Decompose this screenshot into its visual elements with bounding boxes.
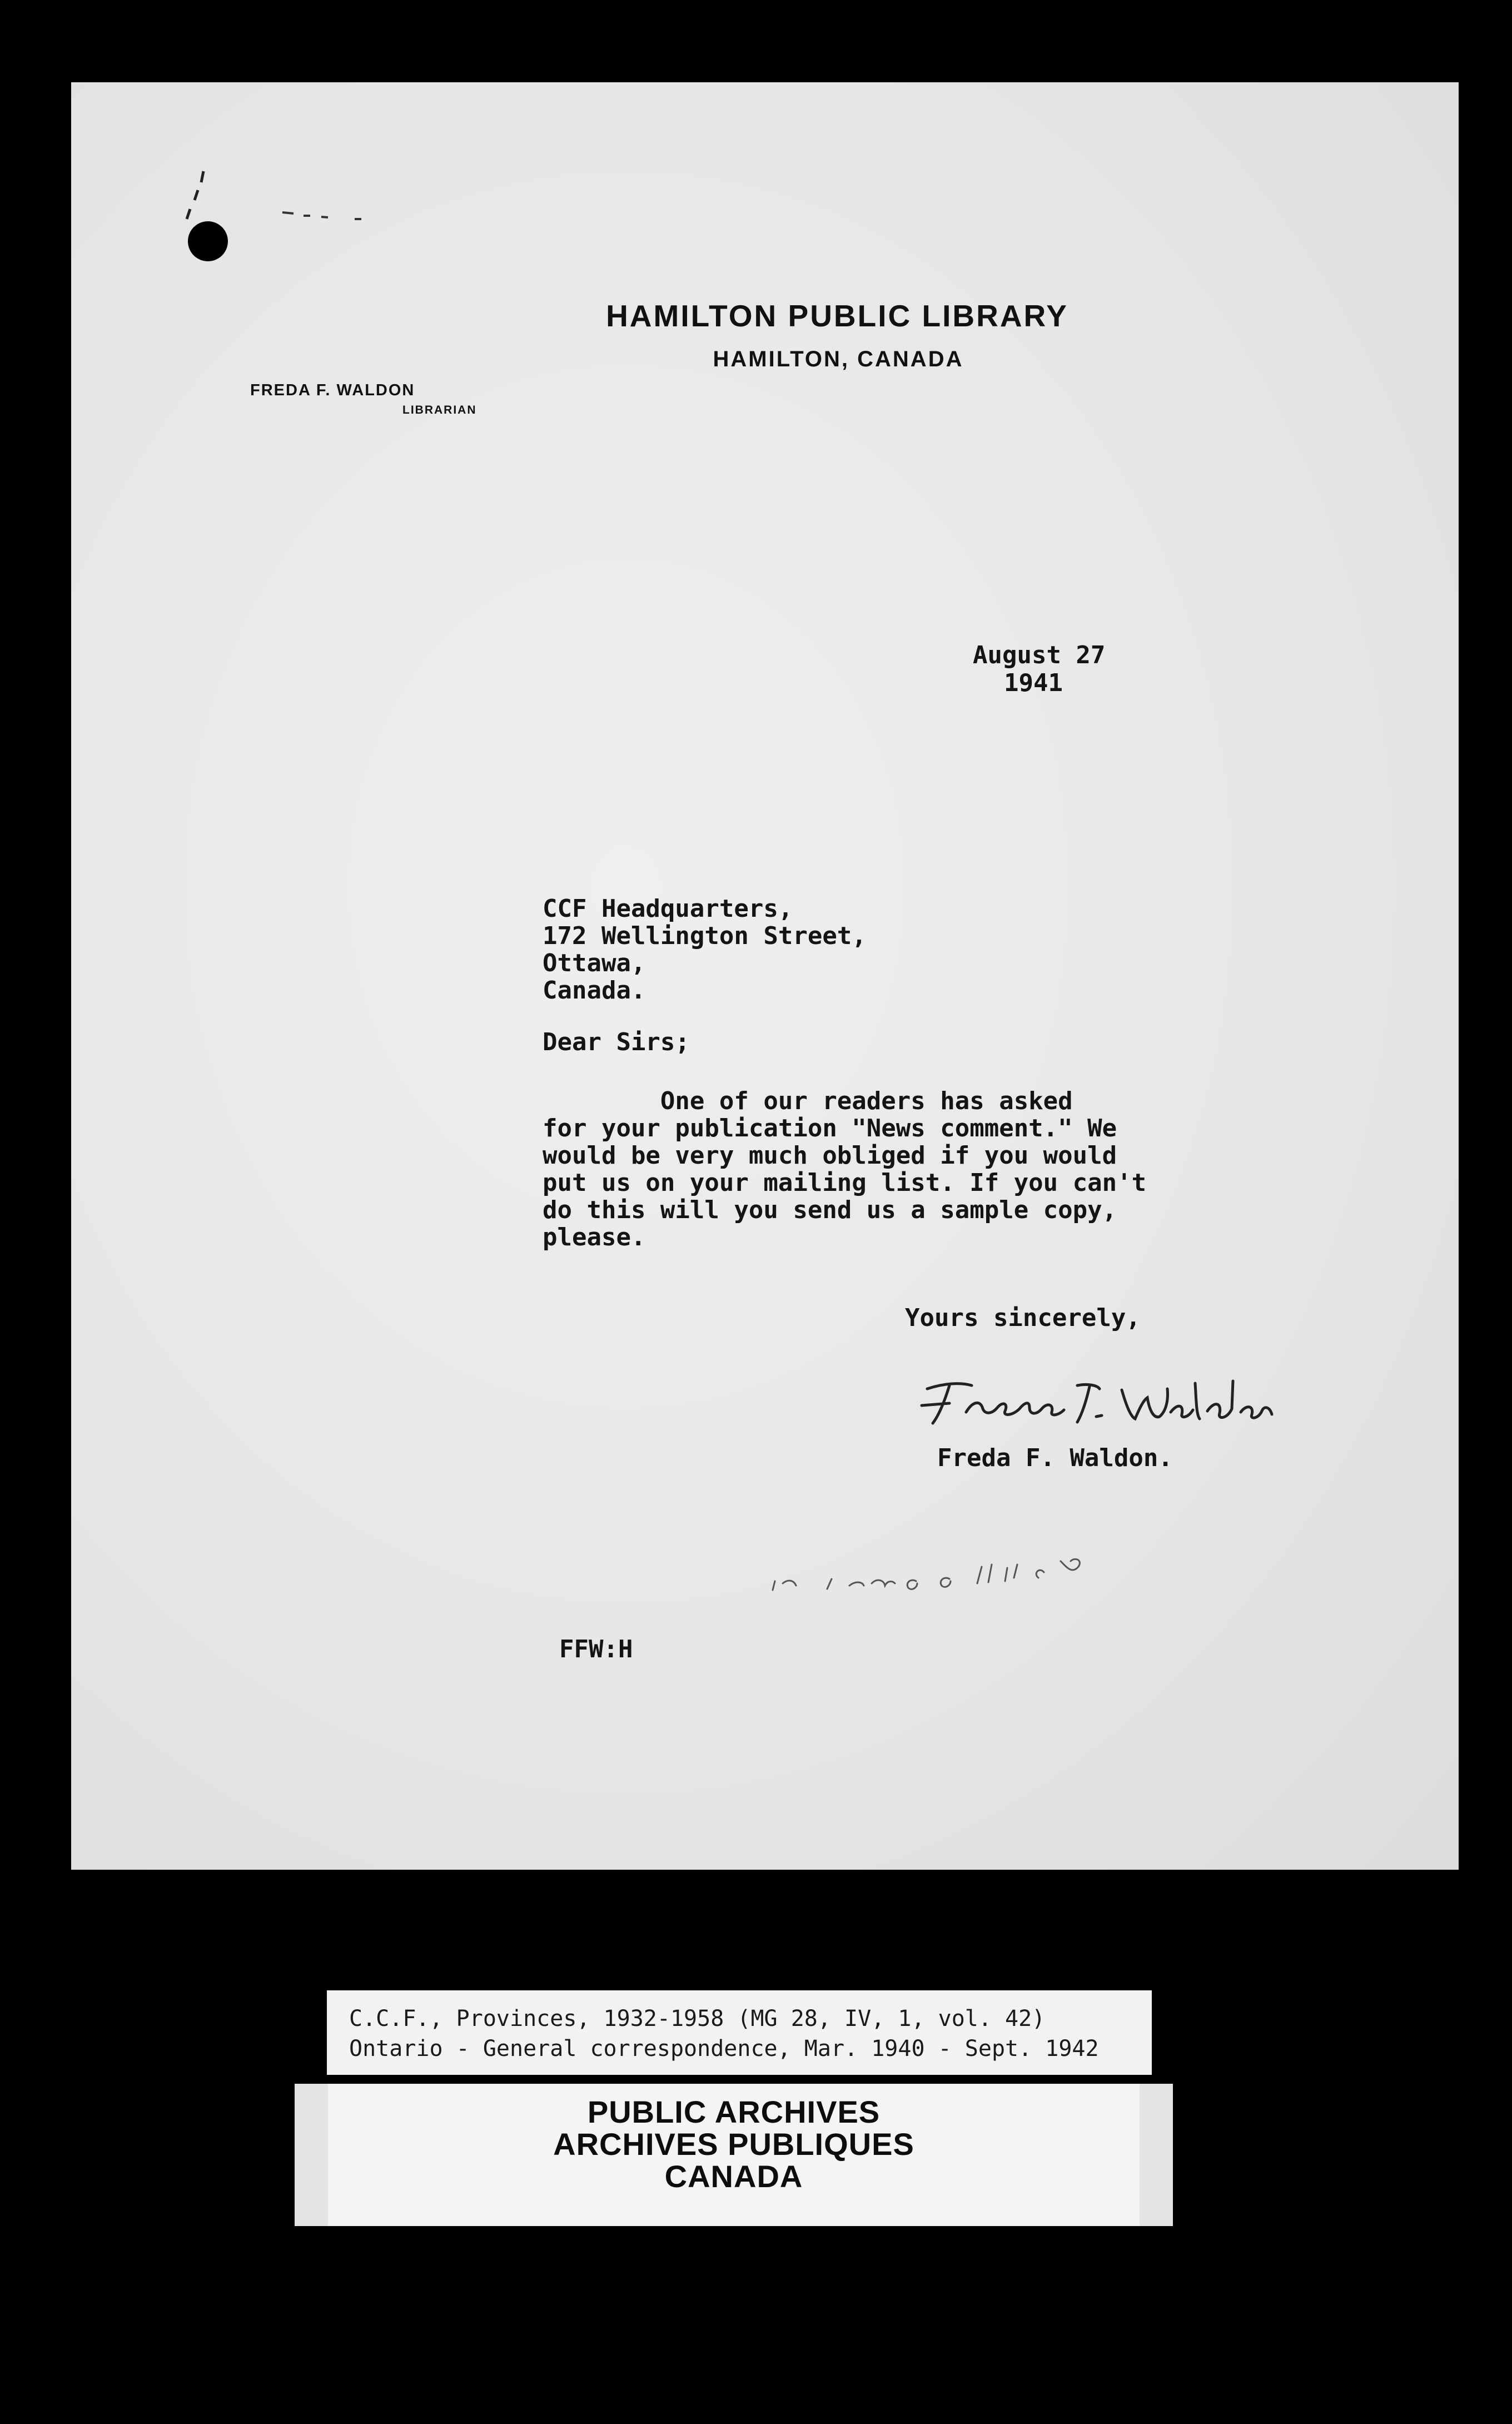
- recipient-address: CCF Headquarters, 172 Wellington Street, Ottawa, Canada.: [543, 895, 867, 1005]
- letterhead-person: FREDA F. WALDON: [250, 381, 415, 399]
- archive-label-line-1: C.C.F., Provinces, 1932-1958 (MG 28, IV, 1, vol. 42): [349, 2006, 1046, 2031]
- letter-body: One of our readers has asked for your publication "News comment." We would be very much obliged if you would put us on your mailing list. If you can't do this will you send us a sample copy, please.: [543, 1087, 1147, 1251]
- stamp-line-2: ARCHIVES PUBLIQUES: [553, 2127, 914, 2162]
- archive-label-line-2: Ontario - General correspondence, Mar. 1940 - Sept. 1942: [349, 2036, 1099, 2062]
- pencil-annotation: [766, 1528, 1350, 1611]
- closing: Yours sincerely,: [905, 1304, 1141, 1332]
- pencil-tick-marks: [155, 166, 388, 255]
- salutation: Dear Sirs;: [543, 1028, 690, 1056]
- letterhead-role: LIBRARIAN: [402, 404, 477, 416]
- stamp-line-1: PUBLIC ARCHIVES: [587, 2094, 881, 2129]
- letter-year: 1941: [1004, 669, 1063, 697]
- letterhead-institution: HAMILTON PUBLIC LIBRARY: [606, 299, 1068, 333]
- letter-date: August 27: [973, 641, 1106, 669]
- letterhead-location: HAMILTON, CANADA: [713, 347, 964, 371]
- handwritten-signature: [911, 1361, 1277, 1433]
- reference-initials: FFW:H: [559, 1635, 633, 1663]
- signer-name: Freda F. Waldon.: [937, 1444, 1173, 1472]
- archives-stamp: [295, 2084, 1173, 2226]
- archive-label: [327, 1990, 1152, 2075]
- letter-page: [71, 82, 1459, 1870]
- stamp-line-3: CANADA: [664, 2159, 803, 2194]
